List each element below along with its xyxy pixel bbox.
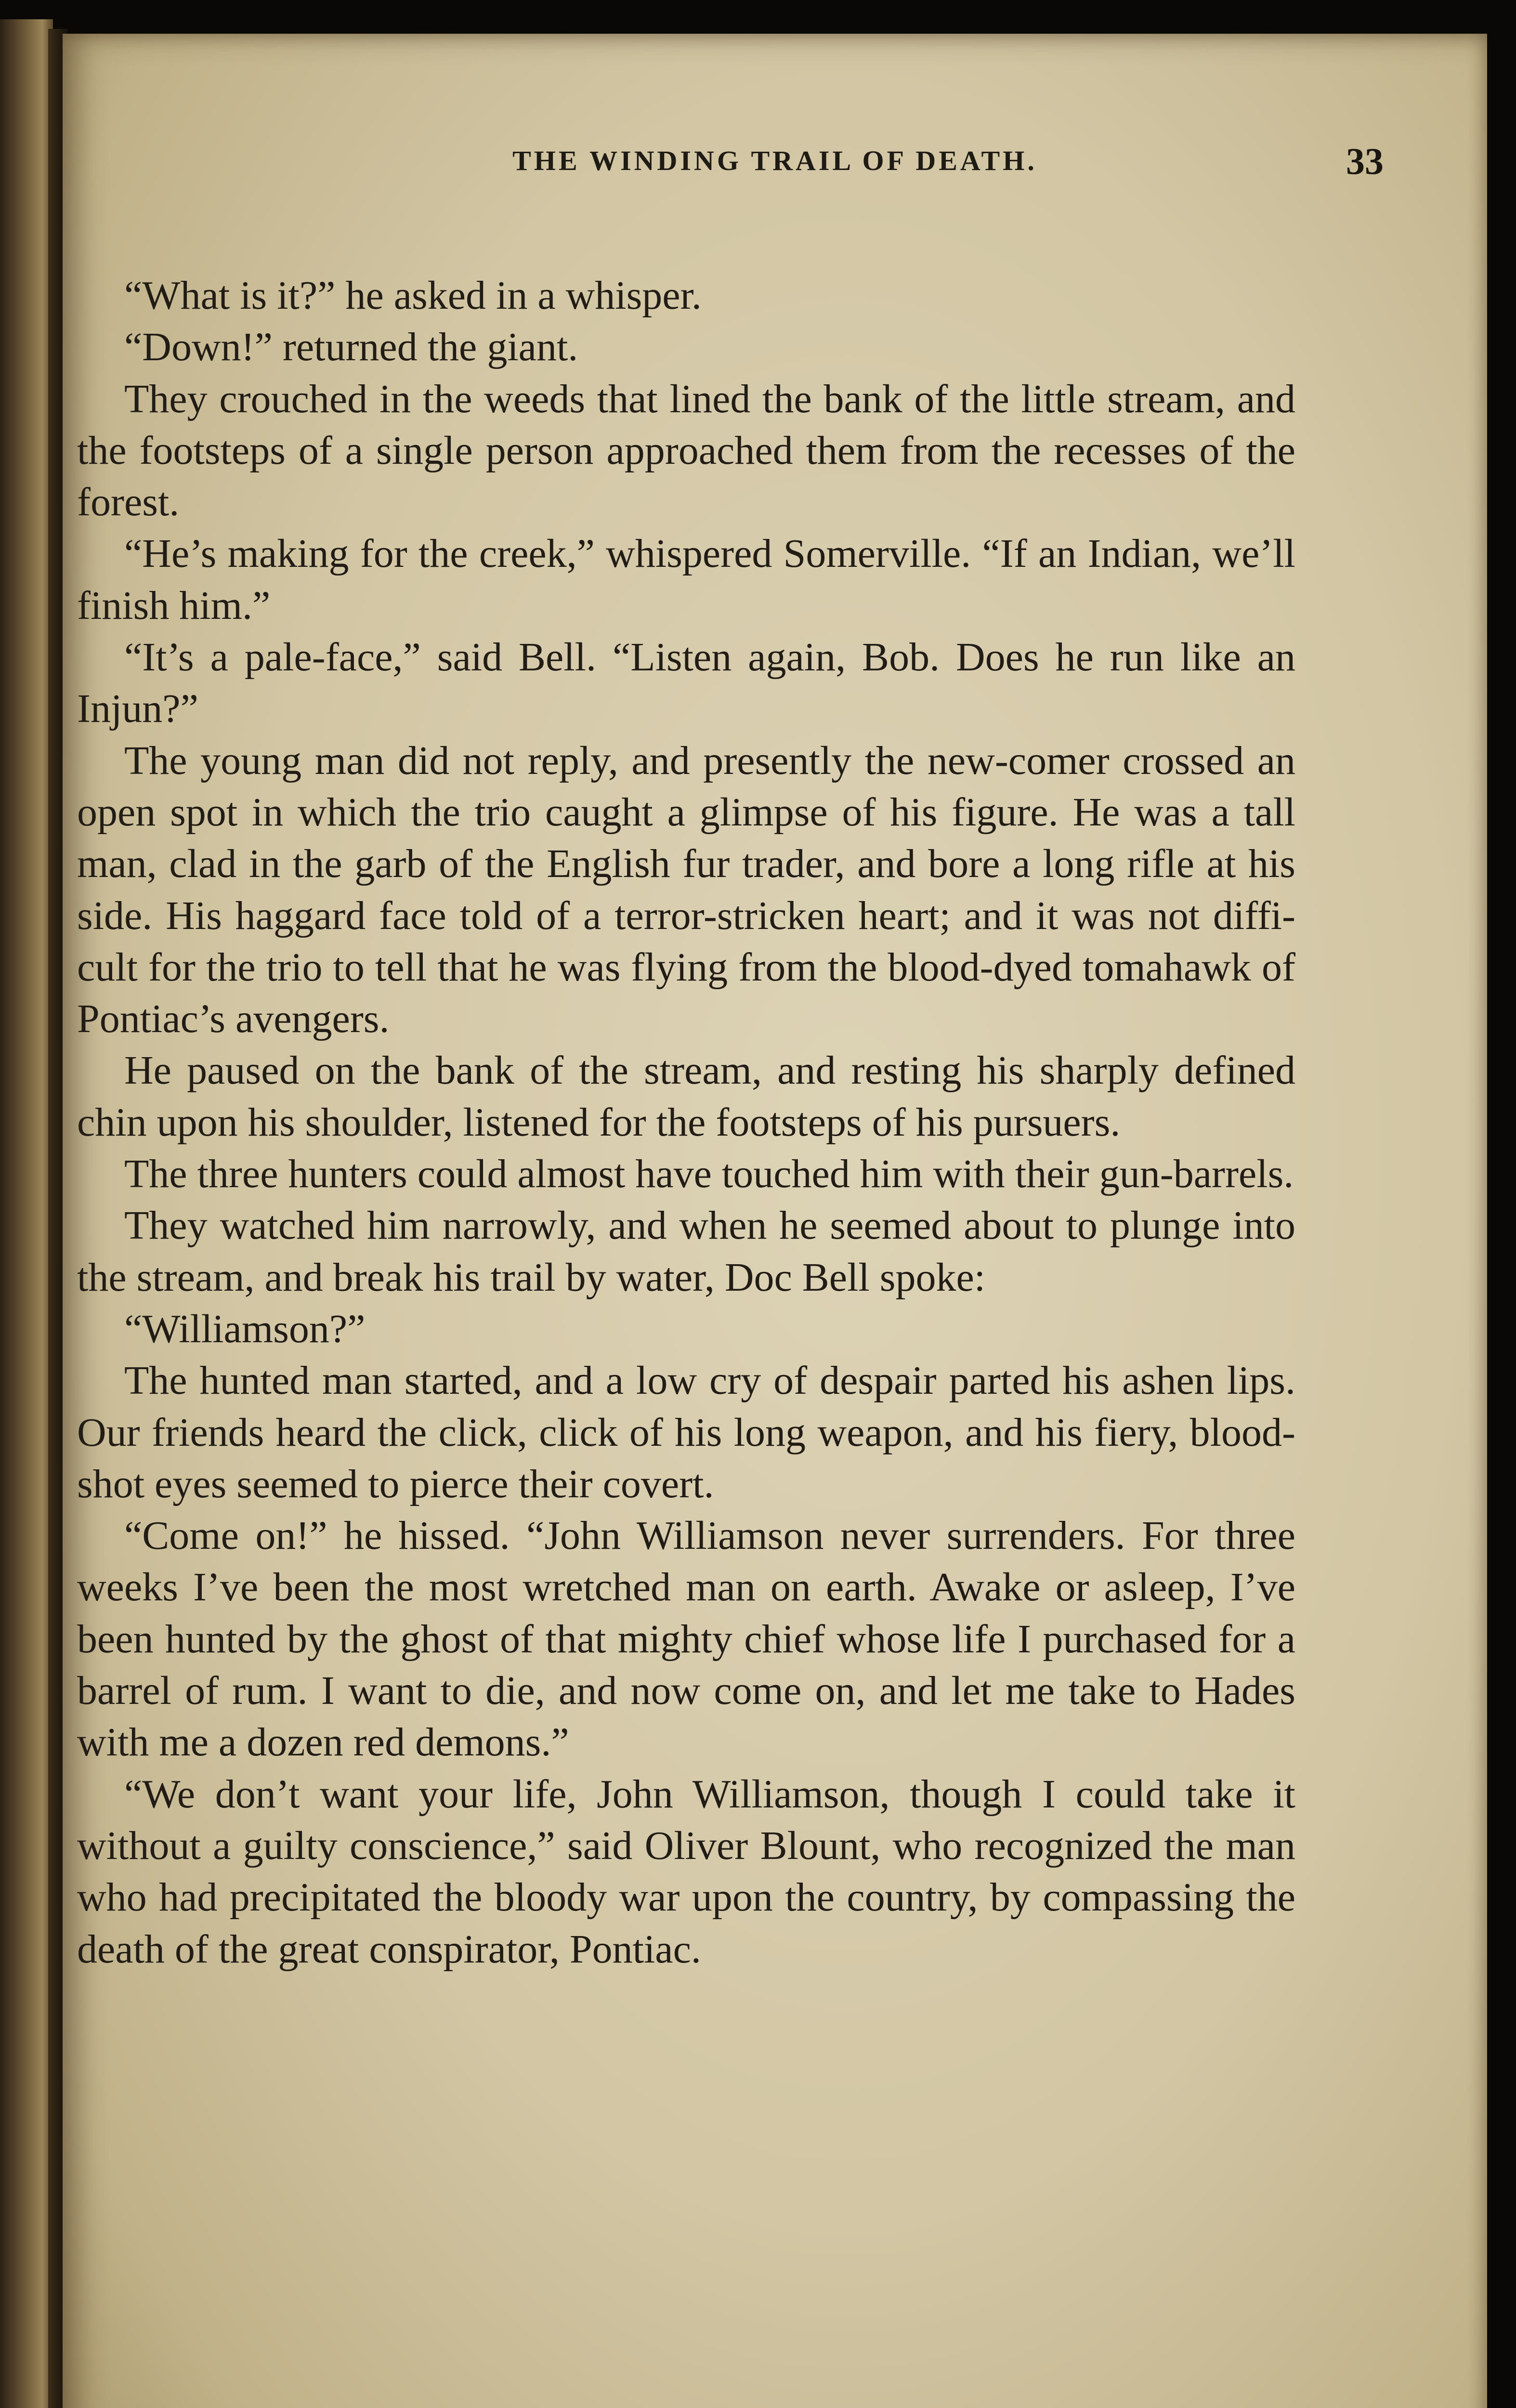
facing-page-edge (0, 19, 53, 2408)
paragraph: “What is it?” he asked in a whisper. (124, 273, 702, 318)
page (63, 34, 1487, 2408)
paragraph: They watched him narrowly, and when he seemed about to plunge into the stream, and break his trail by water, Doc Bell spoke: (77, 1203, 1295, 1300)
paragraph: “Down!” returned the giant. (124, 325, 578, 370)
paragraph: “Come on!” he hissed. “John Williamson never surrenders. For three weeks I’ve been the most wretched man on earth. Awake or asleep, I’ve been hunted by the ghost of that mighty chief whose life I purchased for a barrel of rum. I want to die, and now come on, and let me take to Hades with me a dozen red demons.” (77, 1513, 1295, 1765)
paragraph: He paused on the bank of the stream, and resting his sharply defined chin upon his shoulder, listened for the footsteps of his pursuers. (77, 1048, 1295, 1145)
paragraph: “It’s a pale-face,” said Bell. “Listen again, Bob. Does he run like an Injun?” (77, 635, 1295, 732)
paragraph: “He’s making for the creek,” whispered Somerville. “If an Indian, we’ll finish him.” (77, 531, 1295, 628)
running-head: THE WINDING TRAIL OF DEATH. (512, 145, 1037, 176)
page-number: 33 (1346, 140, 1384, 182)
paragraph: The hunted man started, and a low cry of despair parted his ashen lips. Our friends heard the click, click of his long weapon, and his fiery, blood-shot eyes seemed to pierce their covert. (77, 1358, 1295, 1506)
paragraph: “Williamson?” (124, 1306, 366, 1351)
paragraph: They crouched in the weeds that lined the bank of the little stream, and the footsteps of a single person approached them from the recesses of the forest. (77, 376, 1295, 525)
paragraph: The young man did not reply, and presently the new-comer crossed an open spot in which the trio caught a glimpse of his figure. He was a tall man, clad in the garb of the English fur trader, and bore a long rifle at his side. His haggard face told of a terror-stricken heart; and it was not difficult for the trio to tell that he was flying from the blood-dyed tomahawk of Pontiac’s avengers. (77, 738, 1295, 1042)
body-text (77, 270, 1295, 1975)
paragraph: The three hunters could almost have touched him with their gun-barrels. (124, 1152, 1294, 1197)
paragraph: “We don’t want your life, John Williamson, though I could take it without a guilty conscience,” said Oliver Blount, who recognized the man who had precipitated the bloody war upon the country, by compassing the death of the great conspirator, Pontiac. (77, 1771, 1295, 1972)
